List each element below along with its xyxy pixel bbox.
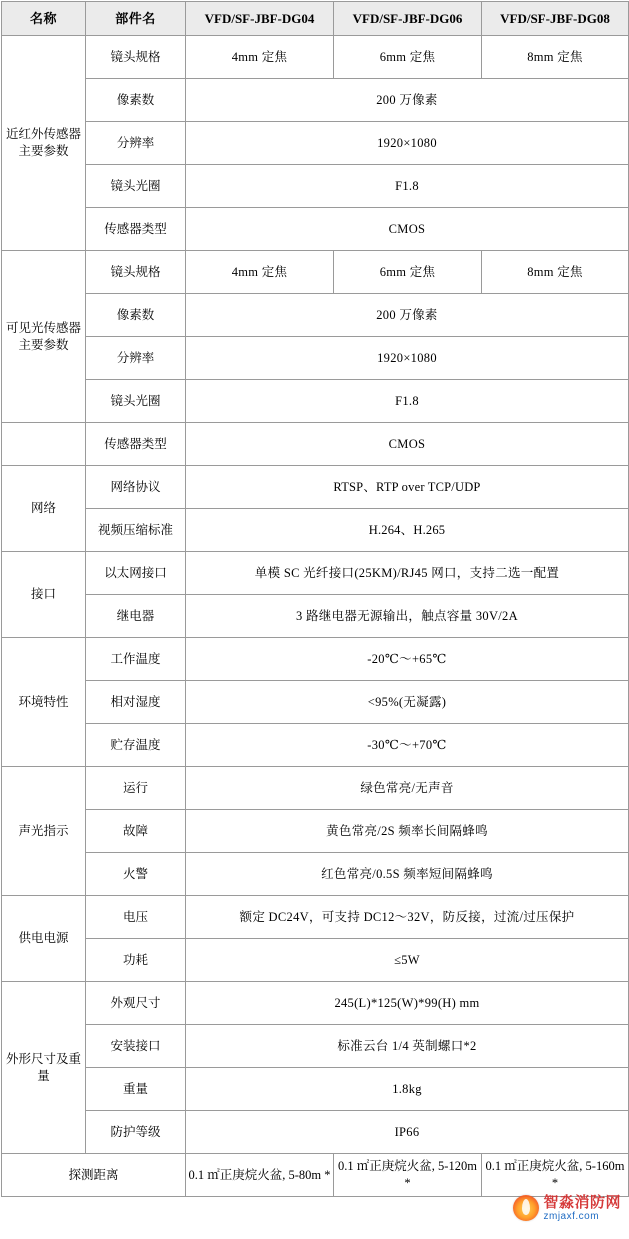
value-cell: -30℃～+70℃ bbox=[186, 724, 629, 767]
table-row bbox=[2, 767, 629, 810]
value-cell: H.264、H.265 bbox=[186, 509, 629, 552]
value-cell: <95%(无凝露) bbox=[186, 681, 629, 724]
value-cell: F1.8 bbox=[186, 165, 629, 208]
table-row bbox=[2, 380, 629, 423]
value-cell: ≤5W bbox=[186, 939, 629, 982]
group-label-dimension: 外形尺寸及重量 bbox=[2, 982, 86, 1154]
value-cell: CMOS bbox=[186, 208, 629, 251]
table-row bbox=[2, 595, 629, 638]
watermark-domain: zmjaxf.com bbox=[543, 1211, 600, 1222]
detection-distance-dg08: 0.1 ㎡正庚烷火盆, 5-160m * bbox=[482, 1154, 629, 1197]
table-row bbox=[2, 509, 629, 552]
column-header-name: 名称 bbox=[2, 2, 86, 36]
part-label: 像素数 bbox=[86, 294, 186, 337]
part-label: 视频压缩标准 bbox=[86, 509, 186, 552]
value-cell: F1.8 bbox=[186, 380, 629, 423]
table-row bbox=[2, 208, 629, 251]
value-cell: 标准云台 1/4 英制螺口*2 bbox=[186, 1025, 629, 1068]
group-label-visible: 可见光传感器主要参数 bbox=[2, 251, 86, 423]
group-label-environment: 环境特性 bbox=[2, 638, 86, 767]
table-header-row bbox=[2, 2, 629, 36]
column-header-model-dg04: VFD/SF-JBF-DG04 bbox=[186, 2, 334, 36]
site-watermark bbox=[513, 1195, 621, 1223]
table-row-detection-distance bbox=[2, 1154, 629, 1197]
watermark-text bbox=[543, 1195, 621, 1223]
part-label: 重量 bbox=[86, 1068, 186, 1111]
table-row bbox=[2, 681, 629, 724]
part-label: 运行 bbox=[86, 767, 186, 810]
part-label: 镜头规格 bbox=[86, 36, 186, 79]
part-label: 镜头光圈 bbox=[86, 380, 186, 423]
table-row bbox=[2, 337, 629, 380]
value-cell: 245(L)*125(W)*99(H) mm bbox=[186, 982, 629, 1025]
value-cell: RTSP、RTP over TCP/UDP bbox=[186, 466, 629, 509]
group-label-power: 供电电源 bbox=[2, 896, 86, 982]
part-label: 功耗 bbox=[86, 939, 186, 982]
part-label: 工作温度 bbox=[86, 638, 186, 681]
watermark-chinese: 智淼消防网 bbox=[543, 1193, 621, 1211]
part-label: 分辨率 bbox=[86, 337, 186, 380]
flame-logo-icon bbox=[513, 1195, 539, 1221]
value-cell: 1.8kg bbox=[186, 1068, 629, 1111]
table-row bbox=[2, 36, 629, 79]
part-label: 网络协议 bbox=[86, 466, 186, 509]
table-row bbox=[2, 1025, 629, 1068]
value-cell: -20℃～+65℃ bbox=[186, 638, 629, 681]
part-label: 故障 bbox=[86, 810, 186, 853]
value-cell: 绿色常亮/无声音 bbox=[186, 767, 629, 810]
part-label: 贮存温度 bbox=[86, 724, 186, 767]
detection-distance-label: 探测距离 bbox=[2, 1154, 186, 1197]
table-row bbox=[2, 251, 629, 294]
table-row bbox=[2, 724, 629, 767]
group-label-empty bbox=[2, 423, 86, 466]
part-label: 镜头规格 bbox=[86, 251, 186, 294]
detection-distance-dg06: 0.1 ㎡正庚烷火盆, 5-120m * bbox=[334, 1154, 482, 1197]
table-row bbox=[2, 79, 629, 122]
group-label-nir: 近红外传感器主要参数 bbox=[2, 36, 86, 251]
value-cell: IP66 bbox=[186, 1111, 629, 1154]
detection-distance-dg04: 0.1 ㎡正庚烷火盆, 5-80m * bbox=[186, 1154, 334, 1197]
table-row bbox=[2, 810, 629, 853]
table-row bbox=[2, 423, 629, 466]
specification-table bbox=[1, 1, 629, 1197]
part-label: 相对湿度 bbox=[86, 681, 186, 724]
value-cell: 8mm 定焦 bbox=[482, 36, 629, 79]
column-header-model-dg06: VFD/SF-JBF-DG06 bbox=[334, 2, 482, 36]
value-cell: 额定 DC24V，可支持 DC12～32V，防反接，过流/过压保护 bbox=[186, 896, 629, 939]
column-header-model-dg08: VFD/SF-JBF-DG08 bbox=[482, 2, 629, 36]
column-header-part: 部件名 bbox=[86, 2, 186, 36]
value-cell: 3 路继电器无源输出，触点容量 30V/2A bbox=[186, 595, 629, 638]
table-row bbox=[2, 466, 629, 509]
part-label: 分辨率 bbox=[86, 122, 186, 165]
part-label: 传感器类型 bbox=[86, 208, 186, 251]
table-body bbox=[2, 36, 629, 1197]
table-row bbox=[2, 552, 629, 595]
group-label-network: 网络 bbox=[2, 466, 86, 552]
table-row bbox=[2, 896, 629, 939]
value-cell: CMOS bbox=[186, 423, 629, 466]
value-cell: 4mm 定焦 bbox=[186, 251, 334, 294]
table-row bbox=[2, 939, 629, 982]
value-cell: 200 万像素 bbox=[186, 294, 629, 337]
value-cell: 单模 SC 光纤接口(25KM)/RJ45 网口，支持二选一配置 bbox=[186, 552, 629, 595]
part-label: 以太网接口 bbox=[86, 552, 186, 595]
part-label: 安装接口 bbox=[86, 1025, 186, 1068]
part-label: 外观尺寸 bbox=[86, 982, 186, 1025]
value-cell: 红色常亮/0.5S 频率短间隔蜂鸣 bbox=[186, 853, 629, 896]
table-row bbox=[2, 122, 629, 165]
value-cell: 200 万像素 bbox=[186, 79, 629, 122]
part-label: 继电器 bbox=[86, 595, 186, 638]
table-row bbox=[2, 982, 629, 1025]
value-cell: 8mm 定焦 bbox=[482, 251, 629, 294]
table-row bbox=[2, 165, 629, 208]
group-label-interface: 接口 bbox=[2, 552, 86, 638]
table-row bbox=[2, 294, 629, 337]
part-label: 传感器类型 bbox=[86, 423, 186, 466]
value-cell: 6mm 定焦 bbox=[334, 251, 482, 294]
part-label: 防护等级 bbox=[86, 1111, 186, 1154]
part-label: 电压 bbox=[86, 896, 186, 939]
value-cell: 黄色常亮/2S 频率长间隔蜂鸣 bbox=[186, 810, 629, 853]
part-label: 像素数 bbox=[86, 79, 186, 122]
part-label: 火警 bbox=[86, 853, 186, 896]
value-cell: 6mm 定焦 bbox=[334, 36, 482, 79]
table-row bbox=[2, 638, 629, 681]
table-row bbox=[2, 1068, 629, 1111]
part-label: 镜头光圈 bbox=[86, 165, 186, 208]
value-cell: 4mm 定焦 bbox=[186, 36, 334, 79]
table-row bbox=[2, 1111, 629, 1154]
value-cell: 1920×1080 bbox=[186, 337, 629, 380]
table-row bbox=[2, 853, 629, 896]
group-label-indicator: 声光指示 bbox=[2, 767, 86, 896]
table-header bbox=[2, 2, 629, 36]
value-cell: 1920×1080 bbox=[186, 122, 629, 165]
